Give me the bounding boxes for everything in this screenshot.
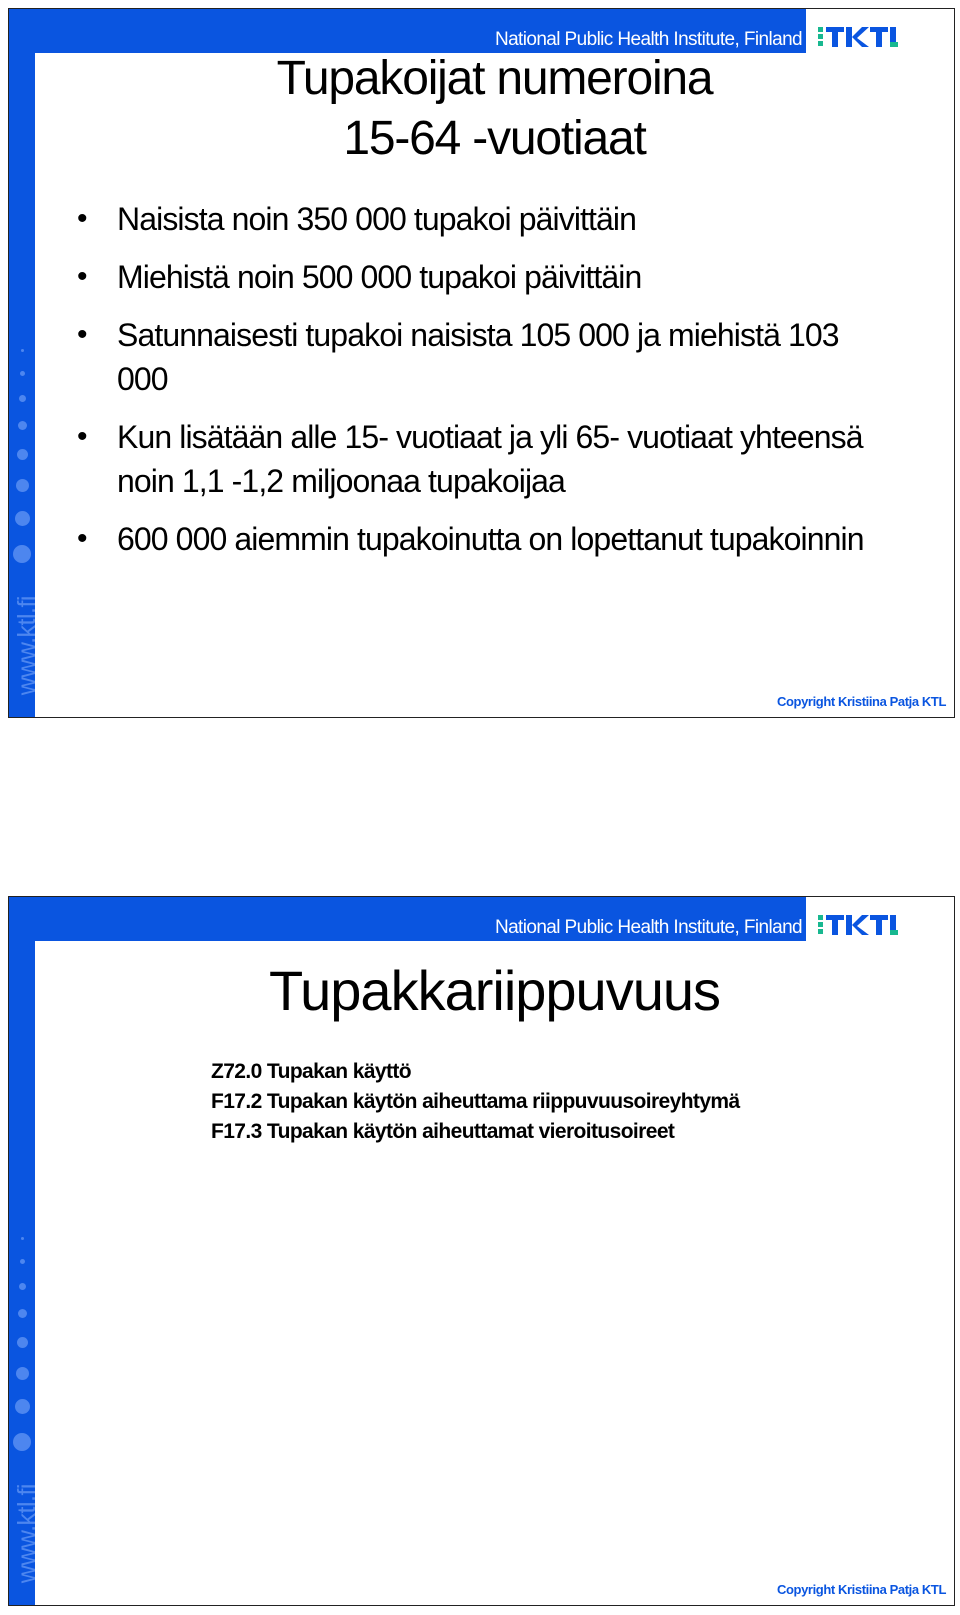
- title-line-1: Tupakoijat numeroina: [276, 52, 713, 105]
- bullet-dot-icon: •: [77, 202, 87, 235]
- logo-area: [806, 9, 954, 53]
- logo-area: [806, 897, 954, 941]
- bullet-item: • Miehistä noin 500 000 tupakoi päivittäin: [77, 255, 877, 299]
- ktl-logo: [818, 25, 898, 49]
- institute-name: National Public Health Institute, Finland: [494, 917, 802, 938]
- bullet-item: • Satunnaisesti tupakoi naisista 105 000 ja miehistä 103 000: [77, 313, 877, 401]
- bullet-dot-icon: •: [77, 318, 87, 351]
- decorative-dots: [9, 349, 35, 599]
- diagnosis-codes: [211, 1057, 911, 1147]
- bullet-dot-icon: •: [77, 522, 87, 555]
- decorative-dots: [9, 1237, 35, 1487]
- bullet-item: • Kun lisätään alle 15- vuotiaat ja yli 65- vuotiaat yhteensä noin 1,1 -1,2 miljoonaa tupakoijaa: [77, 415, 877, 503]
- copyright-text: Copyright Kristiina Patja KTL: [777, 694, 946, 709]
- code-line: Z72.0 Tupakan käyttö: [211, 1060, 412, 1083]
- slide-body: [35, 941, 954, 1605]
- slide-title: [35, 49, 954, 169]
- title-line-2: 15-64 -vuotiaat: [343, 112, 646, 165]
- institute-name: National Public Health Institute, Finland: [494, 29, 802, 50]
- slide-title: Tupakkariippuvuus: [269, 959, 720, 1022]
- copyright-text: Copyright Kristiina Patja KTL: [777, 1582, 946, 1597]
- ktl-logo: [818, 913, 898, 937]
- code-line: F17.3 Tupakan käytön aiheuttamat vieroitusoireet: [211, 1120, 675, 1143]
- code-line: F17.2 Tupakan käytön aiheuttama riippuvuusoireyhtymä: [211, 1090, 740, 1113]
- website-url: www.ktl.fi: [13, 1483, 41, 1583]
- bullet-dot-icon: •: [77, 420, 87, 453]
- slide-1: [8, 8, 955, 718]
- slide-2: [8, 896, 955, 1606]
- website-url: www.ktl.fi: [13, 595, 41, 695]
- bullet-dot-icon: •: [77, 260, 87, 293]
- bullet-list: [77, 197, 877, 575]
- bullet-item: • Naisista noin 350 000 tupakoi päivittäin: [77, 197, 877, 241]
- bullet-item: • 600 000 aiemmin tupakoinutta on lopettanut tupakoinnin: [77, 517, 877, 561]
